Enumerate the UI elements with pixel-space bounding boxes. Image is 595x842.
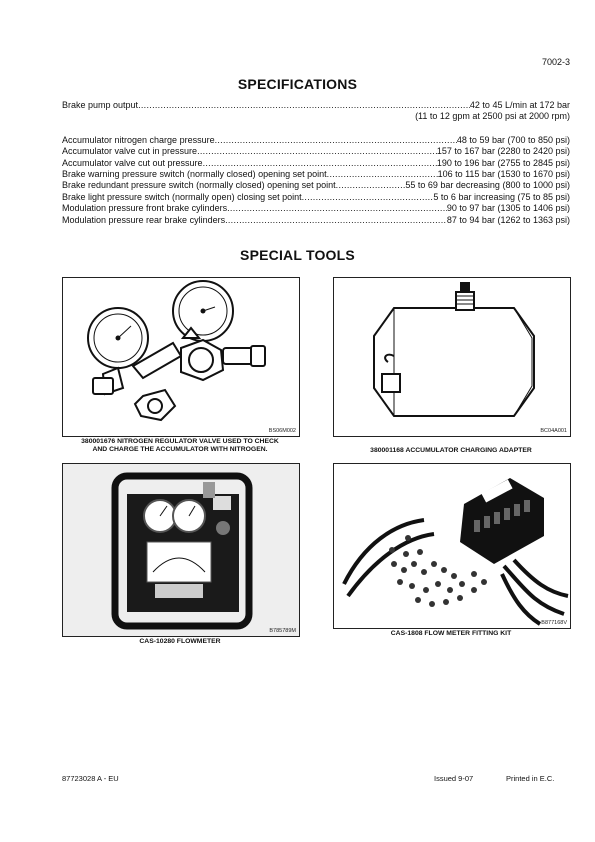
footer-doc-number: 87723028 A - EU [62,774,119,783]
spec-row [62,203,570,214]
tool-image-flowmeter [62,463,300,637]
spec-value: 106 to 115 bar (1530 to 1670 psi) [437,169,570,180]
spec-value: 87 to 94 bar (1262 to 1363 psi) [446,214,570,225]
spec-row-brake-pump [62,100,570,111]
spec-row [62,169,570,180]
footer-issued: Issued 9-07 [434,774,474,783]
leader-dots [227,203,447,214]
spec-row [62,215,570,226]
leader-dots [225,215,447,226]
tool-image-accumulator-adapter [333,277,571,437]
specifications-list [62,100,570,226]
caption-line: CAS-10280 FLOWMETER [139,638,221,645]
spec-row [62,146,570,157]
spec-label: Brake warning pressure switch (normally closed) opening set point [62,169,327,180]
specifications-heading: SPECIFICATIONS [237,76,358,92]
spec-row [62,158,570,169]
spec-value-secondary: (11 to 12 gpm at 2500 psi at 2000 rpm) [415,111,570,122]
spec-label: Modulation pressure front brake cylinders [62,203,228,214]
special-tools-heading: SPECIAL TOOLS [240,247,355,263]
tool-image-fitting-kit [333,463,571,629]
fitting-kit-illustration [334,464,570,628]
spec-value: 48 to 59 bar (700 to 850 psi) [456,134,570,145]
spec-value: 5 to 6 bar increasing (75 to 85 psi) [433,191,570,202]
spec-row [62,180,570,191]
leader-dots [302,192,434,203]
spec-label: Accumulator valve cut out pressure [62,157,203,168]
tool-caption [62,638,298,646]
leader-dots [197,146,437,157]
caption-line: CAS-1808 FLOW METER FITTING KIT [390,630,512,637]
figure-code: BC04A001 [540,428,567,434]
caption-line: 380001168 ACCUMULATOR CHARGING ADAPTER [370,447,532,454]
spec-value: 90 to 97 bar (1305 to 1406 psi) [446,203,570,214]
footer-printed: Printed in E.C. [506,774,555,783]
flowmeter-illustration [63,464,299,636]
leader-dots [138,100,470,111]
spec-label: Accumulator nitrogen charge pressure [62,134,215,145]
spec-row [62,192,570,203]
figure-code: BS06M002 [268,428,296,434]
tool-image-nitrogen-regulator [62,277,300,437]
spec-label: Brake pump output [62,100,139,110]
nitrogen-regulator-illustration [63,278,299,436]
page-number: 7002-3 [541,57,570,67]
spec-value: 190 to 196 bar (2755 to 2845 psi) [436,157,570,168]
figure-code: B877168V [541,620,567,626]
spec-value: 55 to 69 bar decreasing (800 to 1000 psi) [405,180,570,191]
tool-caption [333,447,569,455]
spec-label: Brake light pressure switch (normally open) closing set point [62,191,302,202]
spec-row [62,135,570,146]
spec-label: Modulation pressure rear brake cylinders [62,214,226,225]
leader-dots [336,180,406,191]
caption-line: 380001676 NITROGEN REGULATOR VALVE USED TO CHECK [81,438,279,445]
leader-dots [203,158,437,169]
tool-caption [333,630,569,638]
leader-dots [215,135,457,146]
spec-label: Brake redundant pressure switch (normally closed) opening set point [62,180,336,191]
leader-dots [327,169,438,180]
spec-value: 42 to 45 L/min at 172 bar [469,100,570,110]
spec-value: 157 to 167 bar (2280 to 2420 psi) [436,146,570,157]
spec-label: Accumulator valve cut in pressure [62,146,198,157]
accumulator-adapter-illustration [334,278,570,436]
caption-line: AND CHARGE THE ACCUMULATOR WITH NITROGEN. [92,446,268,453]
figure-code: B785789M [269,628,296,634]
tool-caption [62,438,298,454]
